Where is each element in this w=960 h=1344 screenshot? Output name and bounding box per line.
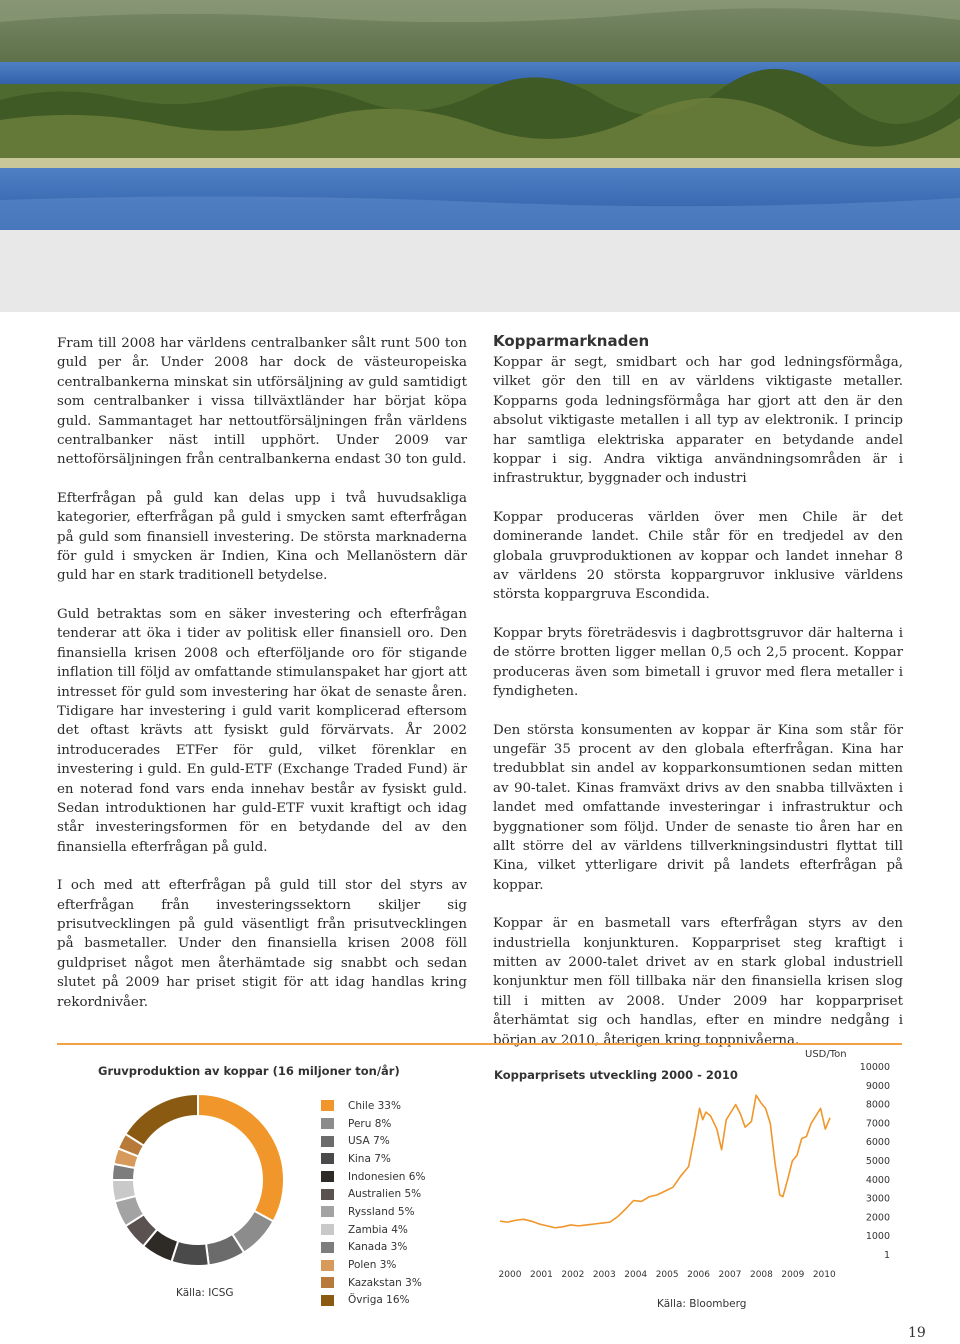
x-tick-label: 2003 [592,1270,616,1280]
x-tick-label: 2009 [781,1270,805,1280]
y-tick-label: 3000 [865,1193,890,1205]
paragraph: Koppar bryts företrädesvis i dagbrottsgruvor där halterna i de större brotten ligger mellan 0,5 och 2,5 procent. Koppar produceras även som bimetall i gruvor med flera metaller i fyndigheten. [493,625,903,700]
legend-label: Kina 7% [348,1152,391,1165]
legend-swatch [321,1224,334,1235]
x-tick-label: 2004 [624,1270,648,1280]
legend-item [321,1132,471,1150]
pie-chart [108,1090,288,1270]
paragraph: Den största konsumenten av koppar är Kina som står för ungefär 35 procent av den globala efterfrågan. Kina har tredubblat sin andel av kopparkonsumtionen sedan mitten av 90-talet. Kinas framväxt drivs av den snabba tillväxten i landet med omfattande investeringar i infrastruktur och byggnationer som följd. Under de senaste tio åren har en allt större del av världens tillverkningsindustri flyttat till Kina, vilket ytterligare drivit på landets efterfrågan på koppar. [493,722,903,893]
legend-swatch [321,1118,334,1129]
legend-label: Chile 33% [348,1099,401,1112]
legend-label: Kanada 3% [348,1241,408,1254]
pie-slice [125,1094,198,1146]
y-tick-label: 10000 [859,1062,890,1073]
paragraph: Efterfrågan på guld kan delas upp i två huvudsakliga kategorier, efterfrågan på guld i smycken samt efterfrågan på guld som finansiell investering. De största marknaderna för guld i smycken är Indien, Kina och Mellanöstern där guld har en stark traditionell betydelse. [57,490,467,584]
legend-label: Peru 8% [348,1117,392,1130]
legend-item [321,1185,471,1203]
legend-swatch [321,1171,334,1182]
paragraph: Guld betraktas som en säker investering och efterfrågan tenderar att öka i tider av politisk eller finansiell oro. Den finansiella krisen 2008 och efterföljande oro för stigande inflation till följd av omfattande stimulanspaket har gjort att intresset för guld som investering har ökat de senaste åren. Tidigare har investering i guld varit komplicerad eftersom det oftast krävts att fysiskt guld förvärvats. År 2002 introducerades ETFer för guld, vilket förenklar en investering i guld. En guld-ETF (Exchange Traded Fund) är en noterad fond vars enda innehav består av fysiskt guld. Sedan introduktionen har guld-ETF vuxit kraftigt och idag står investeringsformen för en betydande del av den finansiella efterfrågan på guld. [57,606,467,855]
x-tick-label: 2002 [561,1270,585,1280]
line-chart-title: Kopparprisets utveckling 2000 - 2010 [494,1068,738,1082]
legend-item [321,1115,471,1133]
legend-swatch [321,1153,334,1164]
landscape-photo [0,0,960,230]
legend-swatch [321,1295,334,1306]
paragraph: Fram till 2008 har världens centralbanker sålt runt 500 ton guld per år. Under 2008 har dock de västeuropeiska centralbankerna minskat sin utförsäljning av guld samtidigt som centralbanker i vissa tillväxtländer har börjat köpa guld. Sammantaget har nettoutförsäljningen från världens centralbanker näst intill upphört. Under 2009 var nettoförsäljningen från centralbankerna endast 30 ton guld. [57,336,467,468]
legend-label: USA 7% [348,1135,390,1148]
y-tick-label: 4000 [865,1174,890,1186]
legend-label: Ryssland 5% [348,1205,415,1218]
paragraph: Koppar är en basmetall vars efterfrågan styrs av den industriella konjunkturen. Kopparpriset steg kraftigt i mitten av 2000-talet drivet av en stark global industriell konjunktur men föll tillbaka när den finansiella krisen slog till i mitten av 2008. Under 2009 har kopparpriset återhämtat sig och handlas, efter en mindre nedgång i början av 2010, återigen kring toppnivåerna. [493,916,903,1048]
pie-chart-title: Gruvproduktion av koppar (16 miljoner ton/år) [98,1064,400,1078]
pie-source: Källa: ICSG [176,1287,234,1299]
x-tick-label: 2008 [749,1270,773,1280]
pie-slice [198,1094,284,1221]
legend-item [321,1239,471,1257]
page-number: 19 [908,1325,926,1341]
paragraph: I och med att efterfrågan på guld till stor del styrs av efterfrågan från investeringssektorn skiljer sig prisutvecklingen på guld väsentligt från prisutvecklingen på basmetaller. Under den finansiella krisen 2008 föll guldpriset något men återhämtade sig snabbt och sedan slutet på 2009 har priset stigit för att idag handlas kring rekordnivåer. [57,878,467,1010]
y-tick-label: 8000 [865,1099,890,1111]
x-tick-label: 2010 [812,1270,836,1280]
y-tick-label: 1000 [865,1231,890,1243]
legend-label: Australien 5% [348,1188,422,1201]
legend-label: Zambia 4% [348,1223,408,1236]
y-tick-label: 1 [883,1250,890,1261]
legend-item [321,1150,471,1168]
pie-legend [321,1097,471,1309]
legend-item [321,1203,471,1221]
legend-swatch [321,1100,334,1111]
legend-swatch [321,1189,334,1200]
legend-swatch [321,1206,334,1217]
legend-label: Polen 3% [348,1259,397,1272]
legend-label: Övriga 16% [348,1294,410,1307]
legend-swatch [321,1260,334,1271]
legend-swatch [321,1242,334,1253]
paragraph: Koppar produceras världen över men Chile är det dominerande landet. Chile står för en tredjedel av den globala gruvproduktionen av koppar och landet innehar 8 av världens 20 största koppargruvor inklusive världens största koppargruva Escondida. [493,509,903,603]
y-axis-unit: USD/Ton [805,1049,847,1060]
x-tick-label: 2001 [529,1270,553,1280]
legend-item [321,1221,471,1239]
y-tick-label: 7000 [865,1118,890,1130]
legend-item [321,1274,471,1292]
right-column [493,306,903,1069]
legend-swatch [321,1277,334,1288]
legend-item [321,1097,471,1115]
line-chart [480,1055,910,1285]
x-tick-label: 2007 [718,1270,742,1280]
legend-swatch [321,1136,334,1147]
legend-item [321,1292,471,1310]
y-tick-label: 5000 [865,1156,890,1168]
x-tick-label: 2006 [687,1270,711,1280]
y-tick-label: 9000 [865,1080,890,1092]
legend-label: Kazakstan 3% [348,1276,422,1289]
x-tick-label: 2000 [498,1270,522,1280]
legend-label: Indonesien 6% [348,1170,426,1183]
x-tick-label: 2005 [655,1270,679,1280]
legend-item [321,1256,471,1274]
legend-item [321,1168,471,1186]
chart-divider [57,1043,902,1045]
y-tick-label: 2000 [865,1212,890,1224]
paragraph: Koppar är segt, smidbart och har god ledningsförmåga, vilket gör den till en av världens viktigaste metaller. Kopparns goda ledningsförmåga har gjort att den är den absolut viktigaste metallen i all typ av elektronik. I princip har samtliga elektriska apparater en betydande andel koppar i sig. Andra viktiga användningsområden är i infrastruktur, byggnader och industri [493,355,903,487]
section-heading: Kopparmarknaden [493,332,650,350]
line-source: Källa: Bloomberg [657,1298,747,1310]
price-line [500,1095,830,1228]
header-band [0,230,960,312]
y-tick-label: 6000 [865,1137,890,1149]
left-column [57,334,467,1031]
